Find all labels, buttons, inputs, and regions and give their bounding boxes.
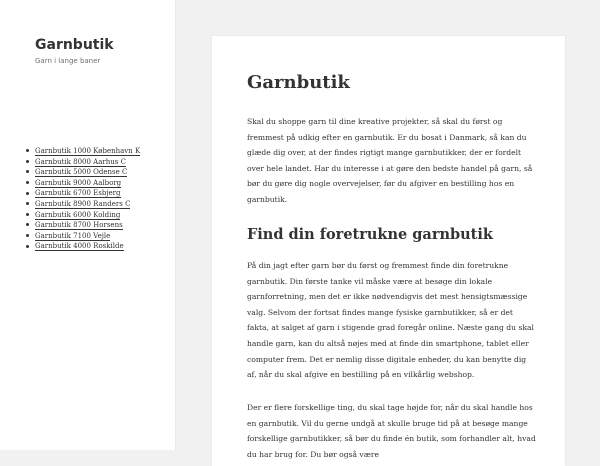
store-link[interactable]: Garnbutik 6700 Esbjerg <box>35 189 121 198</box>
list-item <box>35 231 140 242</box>
site-tagline: Garn i lange baner <box>35 57 101 65</box>
store-link[interactable]: Garnbutik 7100 Vejle <box>35 231 111 240</box>
store-link-list <box>35 146 140 252</box>
intro-paragraph: Skal du shoppe garn til dine kreative projekter, så skal du først og fremmest på udkig efter en garnbutik. Er du bosat i Danmark, så kan du glæde dig over, at der findes rigtigt mange garnbutikker, der er fordelt over hele landet. Har du interesse i at gøre den bedste handel på garn, så bør du gøre dig nogle overvejelser, før du afgiver en bestilling hos en garnbutik. <box>247 117 533 204</box>
article-card <box>212 36 565 466</box>
site-title-link[interactable]: Garnbutik <box>35 37 114 53</box>
list-item <box>35 178 140 189</box>
body-paragraph: Der er flere forskellige ting, du skal tage højde for, når du skal handle hos en garnbutik. Vil du gerne undgå at skulle bruge tid på at besøge mange forskellige garnbutikker, så bør du finde én butik, som forhandler alt, hvad du har brug for. Du bør også være <box>247 403 536 459</box>
store-link[interactable]: Garnbutik 8900 Randers C <box>35 199 131 208</box>
list-item <box>35 157 140 168</box>
list-item <box>35 188 140 199</box>
list-item <box>35 146 140 157</box>
store-link[interactable]: Garnbutik 6000 Kolding <box>35 210 121 219</box>
bullet-icon <box>26 149 29 152</box>
list-item <box>35 220 140 231</box>
bullet-icon <box>26 170 29 173</box>
list-item <box>35 210 140 221</box>
sidebar <box>0 0 176 450</box>
bullet-icon <box>26 202 29 205</box>
bullet-icon <box>26 245 29 248</box>
store-link[interactable]: Garnbutik 1000 København K <box>35 147 141 155</box>
bullet-icon <box>26 181 29 184</box>
bullet-icon <box>26 234 29 237</box>
store-link[interactable]: Garnbutik 8000 Aarhus C <box>35 157 126 166</box>
list-item <box>35 199 140 210</box>
article-title: Garnbutik <box>247 72 350 93</box>
list-item <box>35 167 140 178</box>
store-link[interactable]: Garnbutik 8700 Horsens <box>35 221 123 230</box>
store-link[interactable]: Garnbutik 4000 Roskilde <box>35 242 124 251</box>
store-link[interactable]: Garnbutik 5000 Odense C <box>35 168 128 177</box>
bullet-icon <box>26 192 29 195</box>
bullet-icon <box>26 213 29 216</box>
section-heading: Find din foretrukne garnbutik <box>247 226 493 243</box>
body-paragraph: På din jagt efter garn bør du først og fremmest finde din foretrukne garnbutik. Din første tanke vil måske være at besøge din lokale garnforretning, men det er ikke nødvendigvis det mest hensigtsmæssige valg. Selvom der fortsat findes mange fysiske garnbutikker, så er det fakta, at salget af garn i stigende grad foregår online. Næste gang du skal handle garn, kan du altså nøjes med at finde din smartphone, tablet eller computer frem. Det er nemlig disse digitale enheder, du kan benytte dig af, når du skal afgive en bestilling på en vilkårlig webshop. <box>247 261 534 380</box>
list-item <box>35 241 140 252</box>
bullet-icon <box>26 223 29 226</box>
store-link[interactable]: Garnbutik 9000 Aalborg <box>35 178 122 187</box>
bullet-icon <box>26 160 29 163</box>
